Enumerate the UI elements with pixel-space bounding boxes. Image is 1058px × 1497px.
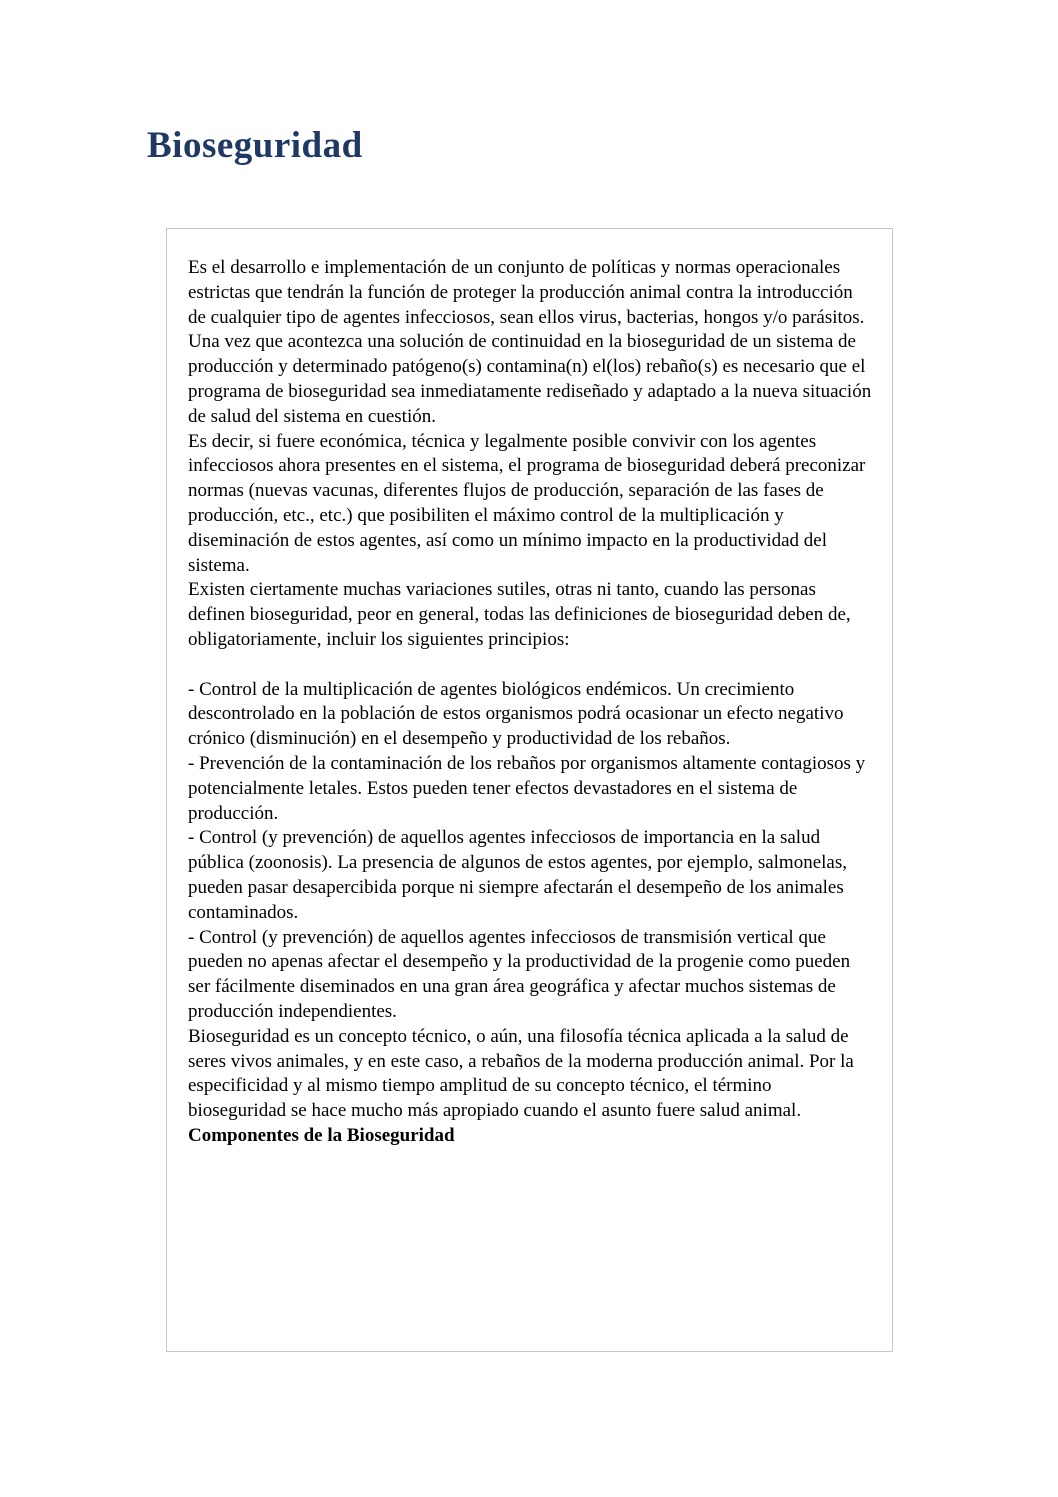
content-box: [166, 228, 893, 1352]
section-subheading: Componentes de la Bioseguridad: [188, 1124, 455, 1146]
list-item-vertical-transmission: - Control (y prevención) de aquellos agentes infecciosos de transmisión vertical que pueden no apenas afectar el desempeño y la productividad de la progenie como pueden ser fácilmente diseminados en una gran área geográfica y afectar muchos sistemas de producción independientes.: [188, 926, 851, 1022]
paragraph-principles-intro: Existen ciertamente muchas variaciones sutiles, otras ni tanto, cuando las personas definen bioseguridad, peor en general, todas las definiciones de bioseguridad deben de, obligatoriamente, incluir los siguientes principios:: [188, 579, 851, 650]
page-title: Bioseguridad: [147, 125, 363, 166]
paragraph-coexistence: Es decir, si fuere económica, técnica y legalmente posible convivir con los agentes infecciosos ahora presentes en el sistema, el programa de bioseguridad deberá preconizar normas (nuevas vacunas, diferentes flujos de producción, separación de las fases de producción, etc., etc.) que posibiliten el máximo control de la multiplicación y diseminación de estos agentes, así como un mínimo impacto en la productividad del sistema.: [188, 430, 866, 576]
principles-list: [188, 678, 872, 1025]
paragraph-concept: Bioseguridad es un concepto técnico, o aún, una filosofía técnica aplicada a la salud de seres vivos animales, y en este caso, a rebaños de la moderna producción animal. Por la especificidad y al mismo tiempo amplitud de su concepto técnico, el término bioseguridad se hace mucho más apropiado cuando el asunto fuere salud animal.: [188, 1025, 854, 1122]
paragraph-definition: Es el desarrollo e implementación de un conjunto de políticas y normas operacionales estrictas que tendrán la función de proteger la producción animal contra la introducción de cualquier tipo de agentes infecciosos, sean ellos virus, bacterias, hongos y/o parásitos.: [188, 257, 865, 328]
paragraph-continuity: Una vez que acontezca una solución de continuidad en la bioseguridad de un sistema de producción y determinado patógeno(s) contamina(n) el(los) rebaño(s) es necesario que el programa de bioseguridad sea inmediatamente rediseñado y adaptado a la nueva situación de salud del sistema en cuestión.: [188, 331, 872, 427]
list-item-contamination-prevention: - Prevención de la contaminación de los rebaños por organismos altamente contagiosos y potencialmente letales. Estos pueden tener efectos devastadores en el sistema de producción.: [188, 752, 866, 824]
list-item-endemic-control: - Control de la multiplicación de agentes biológicos endémicos. Un crecimiento descontrolado en la población de estos organismos podrá ocasionar un efecto negativo crónico (disminución) en el desempeño y productividad de los rebaños.: [188, 678, 844, 750]
list-item-public-health: - Control (y prevención) de aquellos agentes infecciosos de importancia en la salud pública (zoonosis). La presencia de algunos de estos agentes, por ejemplo, salmonelas, pueden pasar desapercibida porque ni siempre afectarán el desempeño de los animales contaminados.: [188, 827, 847, 923]
